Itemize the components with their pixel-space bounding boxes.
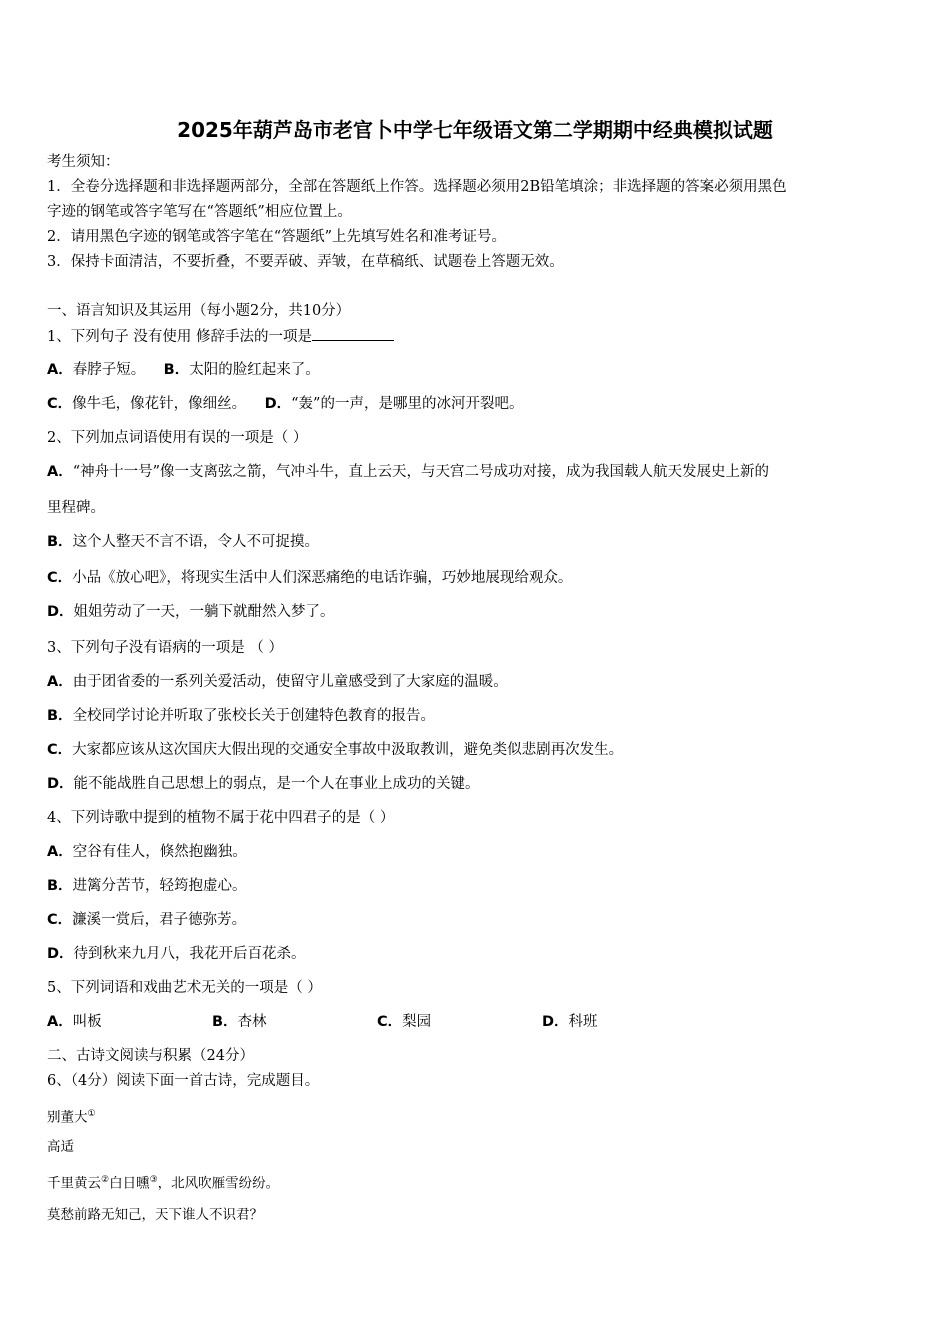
q6-stem: 6、（4分）阅读下面一首古诗，完成题目。 <box>47 1073 320 1089</box>
poem-line-2: 莫愁前路无知己，天下谁人不识君？ <box>47 1207 263 1223</box>
option-label: B． <box>47 878 73 894</box>
poem-text: ，北风吹雁雪纷纷。 <box>157 1175 280 1192</box>
q5-option-b: 杏林 <box>237 1014 267 1030</box>
option-label: C． <box>47 742 73 758</box>
poem-text: 白日曛 <box>109 1175 150 1192</box>
q4-stem: 4、下列诗歌中提到的植物不属于花中四君子的是（ ） <box>47 810 395 826</box>
option-label: C． <box>47 570 73 586</box>
answer-blank <box>312 326 394 341</box>
q1-option-d: “轰”的一声，是哪里的冰河开裂吧。 <box>291 396 524 412</box>
option-label: A． <box>47 844 73 860</box>
q1-stem-text: 1、下列句子 没有使用 修辞手法的一项是 <box>47 329 312 345</box>
option-label: C． <box>47 396 73 412</box>
notice-item: 2．请用黑色字迹的钢笔或答字笔在“答题纸”上先填写姓名和准考证号。 <box>47 229 507 245</box>
option-label: D． <box>47 946 74 962</box>
option-label: D． <box>47 604 74 620</box>
poem-title-text: 别董大 <box>47 1109 88 1126</box>
option-label: A． <box>47 464 73 480</box>
option-text: 濂溪一赏后，君子德弥芳。 <box>72 912 247 928</box>
section1-heading: 一、语言知识及其运用（每小题2分，共10分） <box>47 303 351 319</box>
q4-option-c <box>47 910 246 930</box>
q2-stem: 2、下列加点词语使用有误的一项是（ ） <box>47 430 308 446</box>
option-label: C． <box>377 1014 403 1030</box>
option-text: 空谷有佳人，倏然抱幽独。 <box>72 844 247 860</box>
q1-stem <box>47 326 394 347</box>
option-label: B． <box>212 1014 238 1030</box>
q1-option-a: 春脖子短。 <box>72 362 146 378</box>
q5-option-d: 科班 <box>568 1014 598 1030</box>
notice-heading: 考生须知： <box>47 154 120 170</box>
page-title: 2025年葫芦岛市老官卜中学七年级语文第二学期期中经典模拟试题 <box>177 118 773 142</box>
option-text: 能不能战胜自己思想上的弱点，是一个人在事业上成功的关键。 <box>73 776 480 792</box>
q1-options-ab <box>47 360 320 380</box>
poem-author: 高适 <box>47 1139 74 1155</box>
q3-option-d <box>47 774 480 794</box>
q5-option-c: 梨园 <box>402 1014 432 1030</box>
poem-title <box>47 1104 96 1128</box>
option-label: D． <box>264 396 292 412</box>
option-text: 这个人整天不言不语，令人不可捉摸。 <box>72 534 320 550</box>
q2-option-a <box>47 462 769 482</box>
q3-option-a <box>47 672 508 692</box>
option-label: B． <box>47 708 73 724</box>
footnote-marker: ② <box>101 1175 110 1185</box>
option-label: B． <box>47 534 73 550</box>
option-text: 全校同学讨论并听取了张校长关于创建特色教育的报告。 <box>72 708 436 724</box>
poem-line-1 <box>47 1170 279 1194</box>
option-label: B． <box>163 362 190 378</box>
option-text: 小品《放心吧》，将现实生活中人们深恶痛绝的电话诈骗，巧妙地展现给观众。 <box>72 570 573 586</box>
footnote-marker: ① <box>87 1109 96 1119</box>
q5-stem: 5、下列词语和戏曲艺术无关的一项是（ ） <box>47 980 322 996</box>
q1-option-c: 像牛毛，像花针，像细丝。 <box>72 396 247 412</box>
q3-option-c <box>47 740 623 760</box>
option-label: D． <box>542 1014 569 1030</box>
q2-option-a-cont: 里程碑。 <box>47 500 105 516</box>
q2-option-b <box>47 532 319 552</box>
q3-stem: 3、下列句子没有语病的一项是 （ ） <box>47 640 283 656</box>
option-text: “神舟十一号”像一支离弦之箭，气冲斗牛，直上云天，与天宫二号成功对接，成为我国载人航天发展史上新的 <box>72 464 770 480</box>
q2-option-d <box>47 602 335 622</box>
notice-item: 1．全卷分选择题和非选择题两部分，全部在答题纸上作答。选择题必须用2B铅笔填涂；非选择题的答案必须用黑色 <box>47 179 787 195</box>
poem-text: 千里黄云 <box>47 1175 101 1192</box>
section2-heading: 二、古诗文阅读与积累（24分） <box>47 1048 254 1064</box>
option-text: 进篱分苦节，轻筠抱虚心。 <box>72 878 247 894</box>
option-label: D． <box>47 776 74 792</box>
option-text: 大家都应该从这次国庆大假出现的交通安全事故中汲取教训，避免类似悲剧再次发生。 <box>72 742 624 758</box>
option-text: 姐姐劳动了一天，一躺下就酣然入梦了。 <box>73 604 335 620</box>
notice-item: 字迹的钢笔或答字笔写在“答题纸”相应位置上。 <box>47 204 352 220</box>
q4-option-d <box>47 944 306 964</box>
option-text: 由于团省委的一系列关爱活动，使留守儿童感受到了大家庭的温暖。 <box>72 674 508 690</box>
option-text: 待到秋来九月八，我花开后百花杀。 <box>73 946 306 962</box>
option-label: A． <box>47 1014 73 1030</box>
q5-options <box>47 1012 647 1032</box>
option-label: C． <box>47 912 73 928</box>
footnote-marker: ③ <box>149 1175 158 1185</box>
q4-option-a <box>47 842 247 862</box>
option-label: A． <box>47 362 73 378</box>
q1-option-b: 太阳的脸红起来了。 <box>189 362 320 378</box>
option-label: A． <box>47 674 73 690</box>
q5-option-a: 叫板 <box>72 1014 102 1030</box>
q1-options-cd <box>47 394 523 414</box>
q2-option-c <box>47 568 572 588</box>
q3-option-b <box>47 706 435 726</box>
notice-item: 3．保持卡面清洁，不要折叠，不要弄破、弄皱，在草稿纸、试题卷上答题无效。 <box>47 254 564 270</box>
q4-option-b <box>47 876 247 896</box>
